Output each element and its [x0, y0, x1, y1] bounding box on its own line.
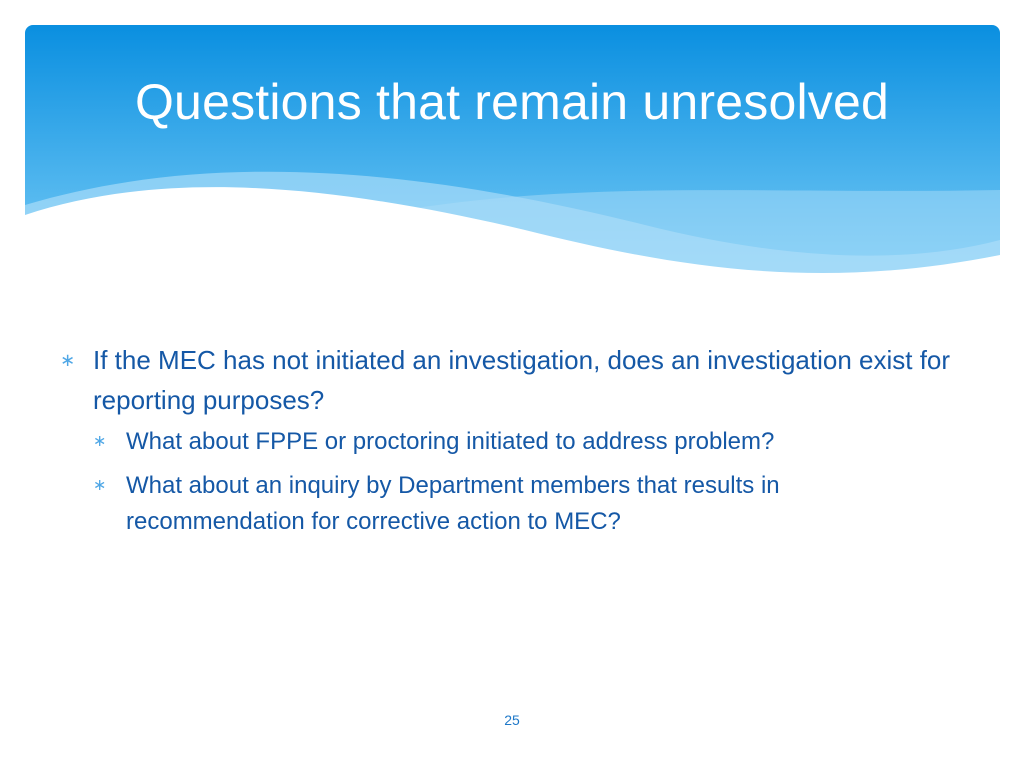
- bullet-text: If the MEC has not initiated an investigation, does an investigation exist for reporting purposes?: [93, 345, 951, 415]
- wave-background: [25, 25, 1000, 295]
- slide-title: Questions that remain unresolved: [134, 74, 890, 130]
- asterisk-bullet-icon: ∗: [60, 350, 76, 370]
- bullet-item: [60, 340, 960, 420]
- title-banner: [25, 25, 1000, 295]
- asterisk-bullet-icon: ∗: [93, 477, 107, 494]
- sub-bullet-item: [93, 468, 960, 540]
- page-number: 25: [504, 712, 520, 728]
- sub-bullet-list: [93, 424, 960, 540]
- bullet-list: [60, 340, 960, 548]
- sub-bullet-text: What about an inquiry by Department members that results in recommendation for corrective action to MEC?: [126, 472, 780, 535]
- asterisk-bullet-icon: ∗: [93, 433, 107, 450]
- sub-bullet-item: [93, 424, 960, 460]
- sub-bullet-text: What about FPPE or proctoring initiated to address problem?: [126, 428, 775, 455]
